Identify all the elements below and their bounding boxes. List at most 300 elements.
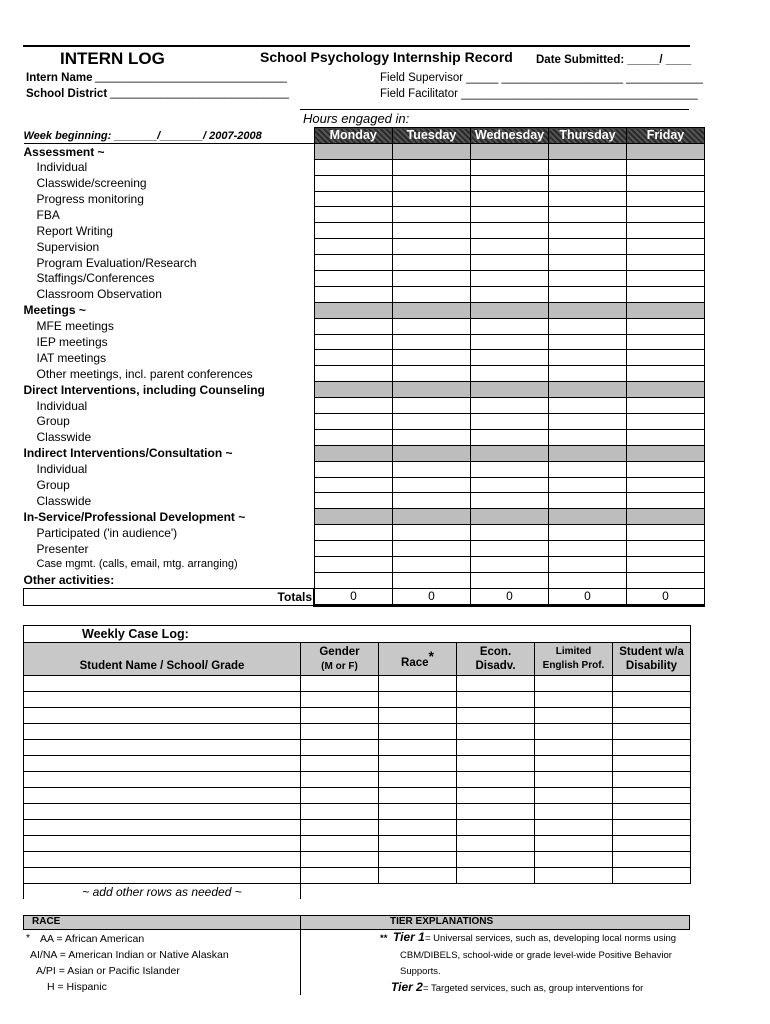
hours-cell-tuesday[interactable]	[393, 429, 471, 445]
case-cell[interactable]	[301, 820, 379, 836]
tier1-label: Tier 1	[393, 930, 425, 944]
case-cell[interactable]	[613, 852, 691, 868]
case-cell[interactable]	[535, 756, 613, 772]
hours-cell-monday[interactable]	[314, 572, 393, 588]
activity-row	[24, 541, 705, 557]
hours-cell-tuesday[interactable]	[393, 143, 471, 159]
hours-cell-monday[interactable]	[314, 414, 393, 430]
hours-cell-wednesday[interactable]	[471, 239, 549, 255]
case-cell[interactable]	[379, 676, 457, 692]
hours-cell-wednesday[interactable]	[471, 414, 549, 430]
hours-cell-tuesday[interactable]	[393, 207, 471, 223]
case-cell[interactable]	[613, 740, 691, 756]
activity-label: Indirect Interventions/Consultation ~	[23, 446, 233, 461]
hours-cell-thursday[interactable]	[549, 286, 627, 302]
hours-cell-friday[interactable]	[627, 557, 705, 573]
tier-legend-asterisk: **	[380, 933, 388, 944]
hours-cell-monday[interactable]	[314, 493, 393, 509]
hours-cell-monday[interactable]	[314, 557, 393, 573]
case-cell[interactable]	[24, 868, 301, 884]
activity-row	[24, 239, 705, 255]
case-cell[interactable]	[613, 772, 691, 788]
case-cell[interactable]	[24, 740, 301, 756]
case-cell[interactable]	[457, 836, 535, 852]
hours-cell-tuesday[interactable]	[393, 445, 471, 461]
case-row	[24, 756, 691, 772]
student-column-header	[24, 643, 301, 676]
activity-label: Other activities:	[23, 573, 115, 588]
hours-cell-wednesday[interactable]	[471, 318, 549, 334]
case-cell[interactable]	[535, 724, 613, 740]
hours-cell-friday[interactable]	[627, 350, 705, 366]
hours-engaged-label: Hours engaged in:	[303, 111, 410, 126]
hours-cell-thursday[interactable]	[549, 557, 627, 573]
hours-cell-friday[interactable]	[627, 286, 705, 302]
case-cell[interactable]	[613, 836, 691, 852]
case-cell[interactable]	[24, 836, 301, 852]
activity-label: MFE meetings	[36, 319, 114, 334]
hours-cell-thursday[interactable]	[549, 350, 627, 366]
case-cell[interactable]	[379, 724, 457, 740]
hours-cell-friday[interactable]	[627, 239, 705, 255]
hours-cell-thursday[interactable]	[549, 477, 627, 493]
activity-row	[24, 525, 705, 541]
case-cell[interactable]	[379, 852, 457, 868]
hours-cell-thursday[interactable]	[549, 382, 627, 398]
case-cell[interactable]	[613, 868, 691, 884]
hours-cell-monday[interactable]	[314, 286, 393, 302]
gender-column-header	[301, 643, 379, 676]
case-cell[interactable]	[535, 788, 613, 804]
case-cell[interactable]	[457, 724, 535, 740]
hours-cell-friday[interactable]	[627, 541, 705, 557]
hours-cell-thursday[interactable]	[549, 223, 627, 239]
case-cell[interactable]	[613, 804, 691, 820]
hours-cell-wednesday[interactable]	[471, 286, 549, 302]
hours-cell-friday[interactable]	[627, 302, 705, 318]
case-cell[interactable]	[379, 836, 457, 852]
case-cell[interactable]	[301, 884, 379, 900]
hours-cell-tuesday[interactable]	[393, 398, 471, 414]
hours-cell-tuesday[interactable]	[393, 461, 471, 477]
case-cell[interactable]	[301, 724, 379, 740]
hours-cell-friday[interactable]	[627, 207, 705, 223]
form-title: INTERN LOG	[60, 49, 165, 68]
hours-cell-wednesday[interactable]	[471, 334, 549, 350]
hours-cell-thursday[interactable]	[549, 334, 627, 350]
activity-label: Progress monitoring	[36, 192, 144, 206]
hours-cell-friday[interactable]	[627, 159, 705, 175]
activity-row	[24, 366, 705, 382]
race-legend-item: AA = African American	[40, 933, 145, 945]
hours-cell-friday[interactable]	[627, 493, 705, 509]
case-cell[interactable]	[301, 804, 379, 820]
day-header-monday: Monday	[314, 128, 393, 144]
case-cell[interactable]	[379, 708, 457, 724]
hours-cell-thursday[interactable]	[549, 239, 627, 255]
case-cell[interactable]	[301, 740, 379, 756]
hours-cell-thursday[interactable]	[549, 398, 627, 414]
hours-cell-monday[interactable]	[314, 191, 393, 207]
field-supervisor-field[interactable]: Field Supervisor _____ ___________________ ____________	[380, 72, 703, 84]
hours-cell-tuesday[interactable]	[393, 318, 471, 334]
date-submitted-field[interactable]: Date Submitted: _____/ ____	[536, 54, 692, 66]
case-cell[interactable]	[24, 804, 301, 820]
hours-cell-tuesday[interactable]	[393, 572, 471, 588]
activity-row	[24, 255, 705, 271]
case-row	[24, 820, 691, 836]
hours-cell-wednesday[interactable]	[471, 572, 549, 588]
hours-cell-thursday[interactable]	[549, 191, 627, 207]
case-cell[interactable]	[24, 724, 301, 740]
hours-cell-friday[interactable]	[627, 175, 705, 191]
hours-cell-tuesday[interactable]	[393, 334, 471, 350]
category-row	[24, 302, 705, 318]
hours-cell-monday[interactable]	[314, 302, 393, 318]
case-cell[interactable]	[379, 756, 457, 772]
case-cell[interactable]	[379, 804, 457, 820]
hours-cell-wednesday[interactable]	[471, 143, 549, 159]
activity-label: Classroom Observation	[36, 287, 162, 302]
total-value-monday: 0	[314, 588, 393, 605]
day-header-thursday: Thursday	[549, 128, 627, 144]
hours-cell-friday[interactable]	[627, 461, 705, 477]
case-cell[interactable]	[457, 868, 535, 884]
case-cell[interactable]	[535, 772, 613, 788]
case-row	[24, 724, 691, 740]
hours-cell-tuesday[interactable]	[393, 191, 471, 207]
activity-row	[24, 414, 705, 430]
hours-cell-thursday[interactable]	[549, 271, 627, 287]
case-cell[interactable]	[379, 772, 457, 788]
case-cell[interactable]	[457, 820, 535, 836]
hours-cell-monday[interactable]	[314, 541, 393, 557]
hours-cell-thursday[interactable]	[549, 445, 627, 461]
case-cell[interactable]	[535, 804, 613, 820]
hours-cell-wednesday[interactable]	[471, 541, 549, 557]
hours-cell-thursday[interactable]	[549, 318, 627, 334]
activity-label: Group	[36, 478, 70, 493]
hours-cell-wednesday[interactable]	[471, 271, 549, 287]
hours-cell-tuesday[interactable]	[393, 493, 471, 509]
case-cell[interactable]	[613, 692, 691, 708]
case-cell[interactable]	[535, 676, 613, 692]
case-cell[interactable]	[24, 772, 301, 788]
activity-label: Report Writing	[36, 223, 113, 238]
hours-cell-thursday[interactable]	[549, 525, 627, 541]
race-column-label: Race	[401, 656, 429, 669]
case-cell[interactable]	[379, 740, 457, 756]
case-cell[interactable]	[301, 676, 379, 692]
case-cell[interactable]	[535, 836, 613, 852]
hours-cell-wednesday[interactable]	[471, 461, 549, 477]
hours-cell-monday[interactable]	[314, 239, 393, 255]
case-cell[interactable]	[457, 788, 535, 804]
hours-cell-tuesday[interactable]	[393, 477, 471, 493]
hours-cell-wednesday[interactable]	[471, 350, 549, 366]
case-cell[interactable]	[301, 692, 379, 708]
hours-cell-tuesday[interactable]	[393, 175, 471, 191]
case-cell[interactable]	[457, 884, 535, 900]
hours-cell-wednesday[interactable]	[471, 525, 549, 541]
case-cell[interactable]	[301, 772, 379, 788]
hours-cell-wednesday[interactable]	[471, 445, 549, 461]
case-row	[24, 708, 691, 724]
hours-cell-monday[interactable]	[314, 159, 393, 175]
case-cell[interactable]	[613, 884, 691, 900]
hours-cell-friday[interactable]	[627, 334, 705, 350]
case-cell[interactable]	[379, 692, 457, 708]
hours-cell-monday[interactable]	[314, 398, 393, 414]
case-cell[interactable]	[24, 708, 301, 724]
add-rows-note: ~ add other rows as needed ~	[24, 884, 301, 900]
hours-cell-friday[interactable]	[627, 318, 705, 334]
hours-cell-tuesday[interactable]	[393, 509, 471, 525]
race-column-header	[379, 643, 457, 676]
hours-cell-friday[interactable]	[627, 477, 705, 493]
hours-cell-wednesday[interactable]	[471, 509, 549, 525]
hours-cell-monday[interactable]	[314, 429, 393, 445]
hours-cell-wednesday[interactable]	[471, 366, 549, 382]
activity-label: Meetings ~	[23, 303, 86, 318]
case-cell[interactable]	[301, 708, 379, 724]
hours-cell-friday[interactable]	[627, 445, 705, 461]
case-cell[interactable]	[301, 756, 379, 772]
case-cell[interactable]	[24, 820, 301, 836]
activity-row	[24, 159, 705, 175]
case-cell[interactable]	[613, 820, 691, 836]
case-cell[interactable]	[457, 852, 535, 868]
activity-row	[24, 286, 705, 302]
hours-cell-friday[interactable]	[627, 271, 705, 287]
day-header-friday: Friday	[627, 128, 705, 144]
case-cell[interactable]	[24, 852, 301, 868]
hours-cell-tuesday[interactable]	[393, 525, 471, 541]
hours-cell-monday[interactable]	[314, 445, 393, 461]
case-cell[interactable]	[613, 756, 691, 772]
category-row	[24, 509, 705, 525]
hours-cell-monday[interactable]	[314, 350, 393, 366]
activity-label: Individual	[36, 160, 88, 175]
tier1-text-line2: CBM/DIBELS, school-wide or grade level-wide Positive Behavior	[400, 950, 672, 961]
hours-cell-wednesday[interactable]	[471, 398, 549, 414]
hours-cell-tuesday[interactable]	[393, 255, 471, 271]
hours-cell-wednesday[interactable]	[471, 302, 549, 318]
hours-cell-friday[interactable]	[627, 509, 705, 525]
case-cell[interactable]	[613, 724, 691, 740]
hours-cell-thursday[interactable]	[549, 414, 627, 430]
case-cell[interactable]	[457, 708, 535, 724]
hours-cell-wednesday[interactable]	[471, 477, 549, 493]
hours-cell-wednesday[interactable]	[471, 223, 549, 239]
econ-column-label: Econ.	[479, 646, 512, 658]
hours-log-table	[23, 127, 705, 607]
hours-cell-thursday[interactable]	[549, 541, 627, 557]
hours-cell-thursday[interactable]	[549, 175, 627, 191]
hours-cell-thursday[interactable]	[549, 461, 627, 477]
activity-row	[24, 461, 705, 477]
hours-cell-thursday[interactable]	[549, 572, 627, 588]
hours-cell-wednesday[interactable]	[471, 191, 549, 207]
school-district-field[interactable]: ____________________________	[110, 87, 290, 99]
hours-cell-monday[interactable]	[314, 366, 393, 382]
hours-cell-wednesday[interactable]	[471, 382, 549, 398]
intern-name-field[interactable]: ______________________________	[95, 71, 287, 83]
hours-cell-monday[interactable]	[314, 461, 393, 477]
hours-cell-monday[interactable]	[314, 223, 393, 239]
activity-row	[24, 429, 705, 445]
hours-cell-monday[interactable]	[314, 175, 393, 191]
hours-cell-tuesday[interactable]	[393, 366, 471, 382]
hours-cell-tuesday[interactable]	[393, 541, 471, 557]
case-cell[interactable]	[457, 804, 535, 820]
case-cell[interactable]	[457, 772, 535, 788]
hours-cell-thursday[interactable]	[549, 302, 627, 318]
hours-cell-monday[interactable]	[314, 255, 393, 271]
case-cell[interactable]	[457, 676, 535, 692]
hours-cell-monday[interactable]	[314, 271, 393, 287]
case-cell[interactable]	[24, 756, 301, 772]
hours-cell-wednesday[interactable]	[471, 207, 549, 223]
race-legend-item: H = Hispanic	[47, 981, 107, 993]
hours-cell-thursday[interactable]	[549, 159, 627, 175]
week-beginning-field[interactable]: Week beginning: _______/_______/ 2007-2008	[24, 128, 315, 144]
case-cell[interactable]	[613, 708, 691, 724]
hours-cell-monday[interactable]	[314, 318, 393, 334]
hours-cell-tuesday[interactable]	[393, 302, 471, 318]
hours-cell-tuesday[interactable]	[393, 382, 471, 398]
hours-cell-thursday[interactable]	[549, 509, 627, 525]
activity-label: Classwide	[36, 430, 92, 445]
total-value-friday: 0	[627, 588, 705, 605]
activity-row	[24, 271, 705, 287]
case-row	[24, 740, 691, 756]
hours-cell-friday[interactable]	[627, 191, 705, 207]
hours-cell-wednesday[interactable]	[471, 255, 549, 271]
hours-cell-thursday[interactable]	[549, 429, 627, 445]
hours-cell-monday[interactable]	[314, 525, 393, 541]
hours-cell-wednesday[interactable]	[471, 175, 549, 191]
hours-cell-tuesday[interactable]	[393, 159, 471, 175]
case-cell[interactable]	[457, 692, 535, 708]
lep-column-label: Limited	[555, 646, 592, 657]
hours-cell-monday[interactable]	[314, 509, 393, 525]
hours-cell-friday[interactable]	[627, 429, 705, 445]
field-facilitator-field[interactable]: Field Facilitator _____________________________________	[380, 88, 698, 100]
activity-row	[24, 223, 705, 239]
hours-cell-monday[interactable]	[314, 334, 393, 350]
hours-cell-wednesday[interactable]	[471, 557, 549, 573]
add-rows-note-row	[24, 884, 691, 900]
case-cell[interactable]	[301, 852, 379, 868]
lep-column-header	[535, 643, 613, 676]
hours-cell-thursday[interactable]	[549, 493, 627, 509]
hours-cell-wednesday[interactable]	[471, 429, 549, 445]
hours-cell-friday[interactable]	[627, 414, 705, 430]
case-cell[interactable]	[24, 692, 301, 708]
total-value-thursday: 0	[549, 588, 627, 605]
activity-label: Classwide/screening	[36, 176, 147, 191]
case-cell[interactable]	[301, 868, 379, 884]
hours-cell-wednesday[interactable]	[471, 493, 549, 509]
case-cell[interactable]	[535, 852, 613, 868]
hours-cell-tuesday[interactable]	[393, 286, 471, 302]
case-cell[interactable]	[613, 788, 691, 804]
case-cell[interactable]	[535, 740, 613, 756]
activity-row	[24, 334, 705, 350]
case-cell[interactable]	[24, 676, 301, 692]
totals-row	[24, 588, 705, 605]
case-cell[interactable]	[457, 756, 535, 772]
hours-cell-friday[interactable]	[627, 382, 705, 398]
lep-column-label-2: English Prof.	[542, 660, 605, 671]
hours-cell-tuesday[interactable]	[393, 557, 471, 573]
hours-cell-friday[interactable]	[627, 223, 705, 239]
hours-cell-monday[interactable]	[314, 477, 393, 493]
hours-cell-friday[interactable]	[627, 255, 705, 271]
hours-cell-tuesday[interactable]	[393, 414, 471, 430]
case-cell[interactable]	[535, 884, 613, 900]
hours-cell-tuesday[interactable]	[393, 223, 471, 239]
hours-cell-wednesday[interactable]	[471, 159, 549, 175]
case-cell[interactable]	[301, 788, 379, 804]
tier2-label: Tier 2	[391, 980, 423, 994]
econ-column-label-2: Disadv.	[475, 660, 516, 672]
case-cell[interactable]	[535, 708, 613, 724]
disability-column-label: Student w/a	[619, 646, 684, 658]
hours-cell-friday[interactable]	[627, 398, 705, 414]
case-row	[24, 852, 691, 868]
hours-cell-thursday[interactable]	[549, 143, 627, 159]
case-cell[interactable]	[535, 820, 613, 836]
case-cell[interactable]	[301, 836, 379, 852]
case-cell[interactable]	[379, 820, 457, 836]
activity-row	[24, 398, 705, 414]
race-legend-item: AI/NA = American Indian or Native Alaskan	[30, 949, 229, 961]
case-cell[interactable]	[535, 692, 613, 708]
hours-cell-tuesday[interactable]	[393, 239, 471, 255]
hours-cell-thursday[interactable]	[549, 255, 627, 271]
hours-cell-friday[interactable]	[627, 572, 705, 588]
hours-cell-friday[interactable]	[627, 525, 705, 541]
hours-cell-monday[interactable]	[314, 143, 393, 159]
case-row	[24, 788, 691, 804]
category-row	[24, 143, 705, 159]
activity-label: IEP meetings	[36, 335, 108, 350]
activity-label: Other meetings, incl. parent conferences	[36, 366, 253, 381]
activity-label: Staffings/Conferences	[36, 271, 155, 286]
case-log-caption: Weekly Case Log:	[24, 626, 691, 643]
race-asterisk: *	[428, 647, 434, 664]
hours-cell-thursday[interactable]	[549, 366, 627, 382]
hours-cell-monday[interactable]	[314, 207, 393, 223]
case-log-caption-row	[24, 626, 691, 643]
case-cell[interactable]	[535, 868, 613, 884]
hours-cell-tuesday[interactable]	[393, 271, 471, 287]
case-row	[24, 868, 691, 884]
case-cell[interactable]	[379, 868, 457, 884]
case-cell[interactable]	[24, 788, 301, 804]
case-cell[interactable]	[379, 884, 457, 900]
hours-cell-friday[interactable]	[627, 143, 705, 159]
case-cell[interactable]	[379, 788, 457, 804]
hours-cell-monday[interactable]	[314, 382, 393, 398]
case-cell[interactable]	[457, 740, 535, 756]
hours-cell-thursday[interactable]	[549, 207, 627, 223]
hours-cell-tuesday[interactable]	[393, 350, 471, 366]
case-cell[interactable]	[613, 676, 691, 692]
hours-cell-friday[interactable]	[627, 366, 705, 382]
